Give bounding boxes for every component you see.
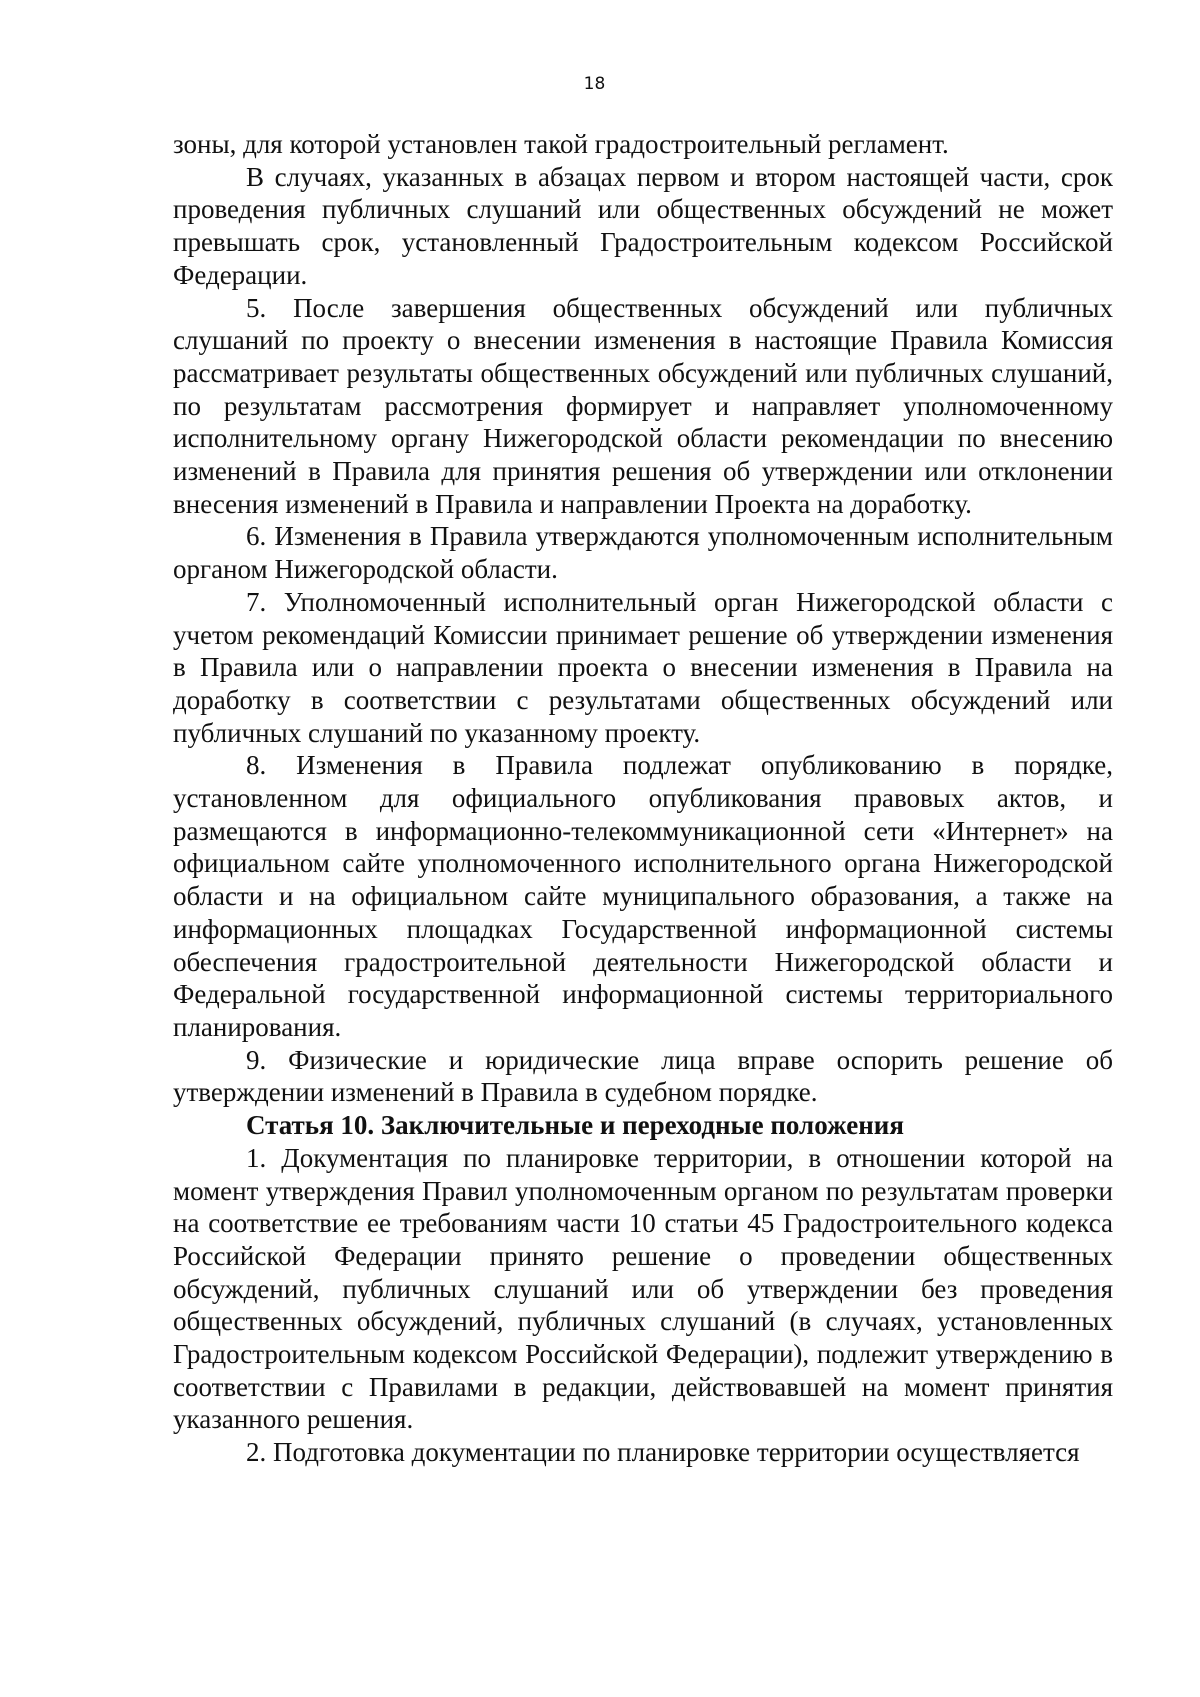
paragraph: 2. Подготовка документации по планировке территории осуществляется <box>246 1437 1080 1468</box>
paragraph: 8. Изменения в Правила подлежат опубликованию в порядке, установленном для официального опубликования правовых актов, и размещаются в информационно-телекоммуникационной сети «Интернет» на официальном сайте уполномоченного исполнительного органа Нижегородской области и на официальном сайте муниципального образования, а также на информационных площадках Государственной информационной системы обеспечения градостроительной деятельности Нижегородской области и Федеральной государственной информационной системы территориального планирования. <box>173 750 1113 1042</box>
paragraphs-after <box>173 1142 1113 1469</box>
paragraph: 6. Изменения в Правила утверждаются уполномоченным исполнительным органом Нижегородской области. <box>173 521 1113 585</box>
paragraph: зоны, для которой установлен такой градостроительный регламент. <box>173 129 949 159</box>
article-heading: Статья 10. Заключительные и переходные положения <box>246 1110 904 1141</box>
paragraph: 7. Уполномоченный исполнительный орган Нижегородской области с учетом рекомендаций Комиссии принимает решение об утверждении изменения в Правила или о направлении проекта о внесении изменения в Правила на доработку в соответствии с результатами общественных обсуждений или публичных слушаний по указанному проекту. <box>173 586 1113 748</box>
page-number: 18 <box>583 74 606 94</box>
paragraphs-before <box>173 128 1113 1109</box>
paragraph: 1. Документация по планировке территории, в отношении которой на момент утверждения Правил уполномоченным органом по результатам проверки на соответствие ее требованиям части 10 статьи 45 Градостроительного кодекса Российской Федерации принято решение о проведении общественных обсуждений, публичных слушаний или об утверждении без проведения общественных обсуждений, публичных слушаний (в случаях, установленных Градостроительным кодексом Российской Федерации), подлежит утверждению в соответствии с Правилами в редакции, действовавшей на момент принятия указанного решения. <box>173 1142 1113 1435</box>
document-body <box>173 128 1113 1469</box>
paragraph: В случаях, указанных в абзацах первом и втором настоящей части, срок проведения публичных слушаний или общественных обсуждений не может превышать срок, установленный Градостроительным кодексом Российской Федерации. <box>173 161 1113 290</box>
paragraph: 5. После завершения общественных обсуждений или публичных слушаний по проекту о внесении изменения в настоящие Правила Комиссия рассматривает результаты общественных обсуждений или публичных слушаний, по результатам рассмотрения формирует и направляет уполномоченному исполнительному органу Нижегородской области рекомендации по внесению изменений в Правила для принятия решения об утверждении или отклонении внесения изменений в Правила и направлении Проекта на доработку. <box>173 292 1113 519</box>
paragraph: 9. Физические и юридические лица вправе оспорить решение об утверждении изменений в Правила в судебном порядке. <box>173 1044 1113 1108</box>
